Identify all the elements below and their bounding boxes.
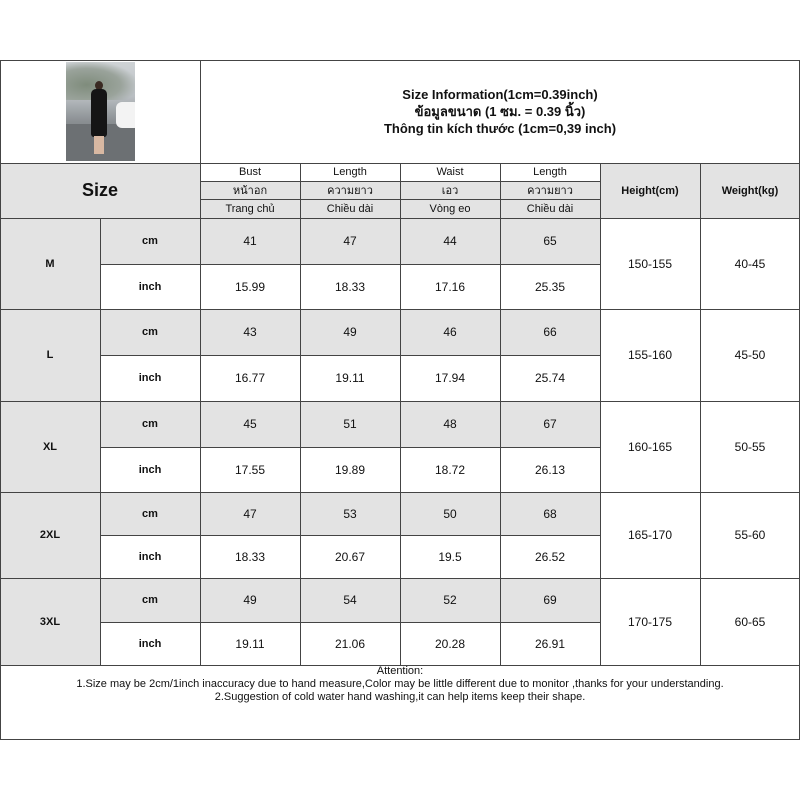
- grid-line-v: [300, 163, 301, 665]
- inch-value: 26.91: [500, 622, 600, 665]
- column-header-4-vi: Chiều dài: [500, 199, 600, 218]
- inch-value: 26.13: [500, 447, 600, 492]
- attention-line-1: 1.Size may be 2cm/1inch inaccuracy due to hand measure,Color may be little different due to monitor ,thanks for your understanding.: [76, 678, 724, 690]
- size-header: Size: [0, 163, 200, 218]
- height-range: 170-175: [600, 578, 700, 665]
- product-photo-cell: [0, 60, 200, 163]
- unit-label-cm: cm: [100, 578, 200, 622]
- unit-label-inch: inch: [100, 535, 200, 578]
- cm-value: 52: [400, 578, 500, 622]
- inch-value: 17.16: [400, 264, 500, 309]
- grid-line-v: [600, 163, 601, 665]
- height-header: Height(cm): [600, 163, 700, 218]
- inch-value: 19.89: [300, 447, 400, 492]
- weight-range: 60-65: [700, 578, 800, 665]
- unit-label-inch: inch: [100, 355, 200, 401]
- grid-line-v: [400, 163, 401, 665]
- size-label: L: [0, 309, 100, 401]
- cm-value: 43: [200, 309, 300, 355]
- cm-value: 44: [400, 218, 500, 264]
- size-label: M: [0, 218, 100, 309]
- cm-value: 47: [200, 492, 300, 535]
- unit-label-cm: cm: [100, 492, 200, 535]
- cm-value: 51: [300, 401, 400, 447]
- grid-line-h: [100, 535, 600, 536]
- size-info-title: [200, 60, 800, 163]
- unit-label-cm: cm: [100, 401, 200, 447]
- column-header-3-th: เอว: [400, 181, 500, 199]
- inch-value: 18.33: [200, 535, 300, 578]
- column-header-2-vi: Chiều dài: [300, 199, 400, 218]
- weight-range: 45-50: [700, 309, 800, 401]
- size-label: 2XL: [0, 492, 100, 578]
- column-header-2-th: ความยาว: [300, 181, 400, 199]
- height-range: 155-160: [600, 309, 700, 401]
- cm-value: 69: [500, 578, 600, 622]
- cm-value: 50: [400, 492, 500, 535]
- grid-line-h: [0, 60, 800, 61]
- unit-label-cm: cm: [100, 309, 200, 355]
- inch-value: 17.55: [200, 447, 300, 492]
- inch-value: 19.11: [200, 622, 300, 665]
- title-english: Size Information(1cm=0.39inch): [402, 87, 598, 102]
- column-header-2-en: Length: [300, 163, 400, 181]
- cm-value: 46: [400, 309, 500, 355]
- inch-value: 18.72: [400, 447, 500, 492]
- column-header-1-en: Bust: [200, 163, 300, 181]
- grid-line-h: [0, 739, 800, 740]
- grid-line-v: [100, 218, 101, 665]
- height-range: 165-170: [600, 492, 700, 578]
- inch-value: 19.11: [300, 355, 400, 401]
- inch-value: 26.52: [500, 535, 600, 578]
- size-label: XL: [0, 401, 100, 492]
- unit-label-inch: inch: [100, 264, 200, 309]
- height-range: 150-155: [600, 218, 700, 309]
- grid-line-v: [500, 163, 501, 665]
- unit-label-inch: inch: [100, 447, 200, 492]
- inch-value: 20.67: [300, 535, 400, 578]
- inch-value: 25.35: [500, 264, 600, 309]
- column-header-4-th: ความยาว: [500, 181, 600, 199]
- column-header-4-en: Length: [500, 163, 600, 181]
- inch-value: 19.5: [400, 535, 500, 578]
- cm-value: 41: [200, 218, 300, 264]
- attention-line-2: 2.Suggestion of cold water hand washing,it can help items keep their shape.: [214, 691, 586, 703]
- inch-value: 16.77: [200, 355, 300, 401]
- column-header-1-th: หน้าอก: [200, 181, 300, 199]
- unit-label-inch: inch: [100, 622, 200, 665]
- inch-value: 15.99: [200, 264, 300, 309]
- column-header-3-en: Waist: [400, 163, 500, 181]
- cm-value: 49: [200, 578, 300, 622]
- size-label: 3XL: [0, 578, 100, 665]
- product-photo: [66, 62, 135, 161]
- attention-heading: Attention:: [376, 665, 424, 677]
- column-header-3-vi: Vòng eo: [400, 199, 500, 218]
- inch-value: 17.94: [400, 355, 500, 401]
- inch-value: 18.33: [300, 264, 400, 309]
- weight-header: Weight(kg): [700, 163, 800, 218]
- grid-line-h: [100, 447, 600, 448]
- height-range: 160-165: [600, 401, 700, 492]
- cm-value: 53: [300, 492, 400, 535]
- title-vietnamese: Thông tin kích thước (1cm=0,39 inch): [383, 121, 617, 136]
- cm-value: 49: [300, 309, 400, 355]
- grid-line-v: [700, 163, 701, 665]
- inch-value: 20.28: [400, 622, 500, 665]
- cm-value: 66: [500, 309, 600, 355]
- grid-line-v: [0, 60, 1, 740]
- cm-value: 45: [200, 401, 300, 447]
- grid-line-h: [100, 355, 600, 356]
- cm-value: 48: [400, 401, 500, 447]
- cm-value: 54: [300, 578, 400, 622]
- cm-value: 67: [500, 401, 600, 447]
- cm-value: 65: [500, 218, 600, 264]
- inch-value: 21.06: [300, 622, 400, 665]
- cm-value: 68: [500, 492, 600, 535]
- grid-line-h: [100, 264, 600, 265]
- weight-range: 40-45: [700, 218, 800, 309]
- attention-note: [0, 665, 800, 704]
- inch-value: 25.74: [500, 355, 600, 401]
- weight-range: 50-55: [700, 401, 800, 492]
- title-thai: ข้อมูลขนาด (1 ซม. = 0.39 นิ้ว): [414, 104, 586, 119]
- column-header-1-vi: Trang chủ: [200, 199, 300, 218]
- size-chart: [0, 60, 800, 740]
- grid-line-v: [200, 60, 201, 665]
- grid-line-h: [100, 622, 600, 623]
- weight-range: 55-60: [700, 492, 800, 578]
- cm-value: 47: [300, 218, 400, 264]
- unit-label-cm: cm: [100, 218, 200, 264]
